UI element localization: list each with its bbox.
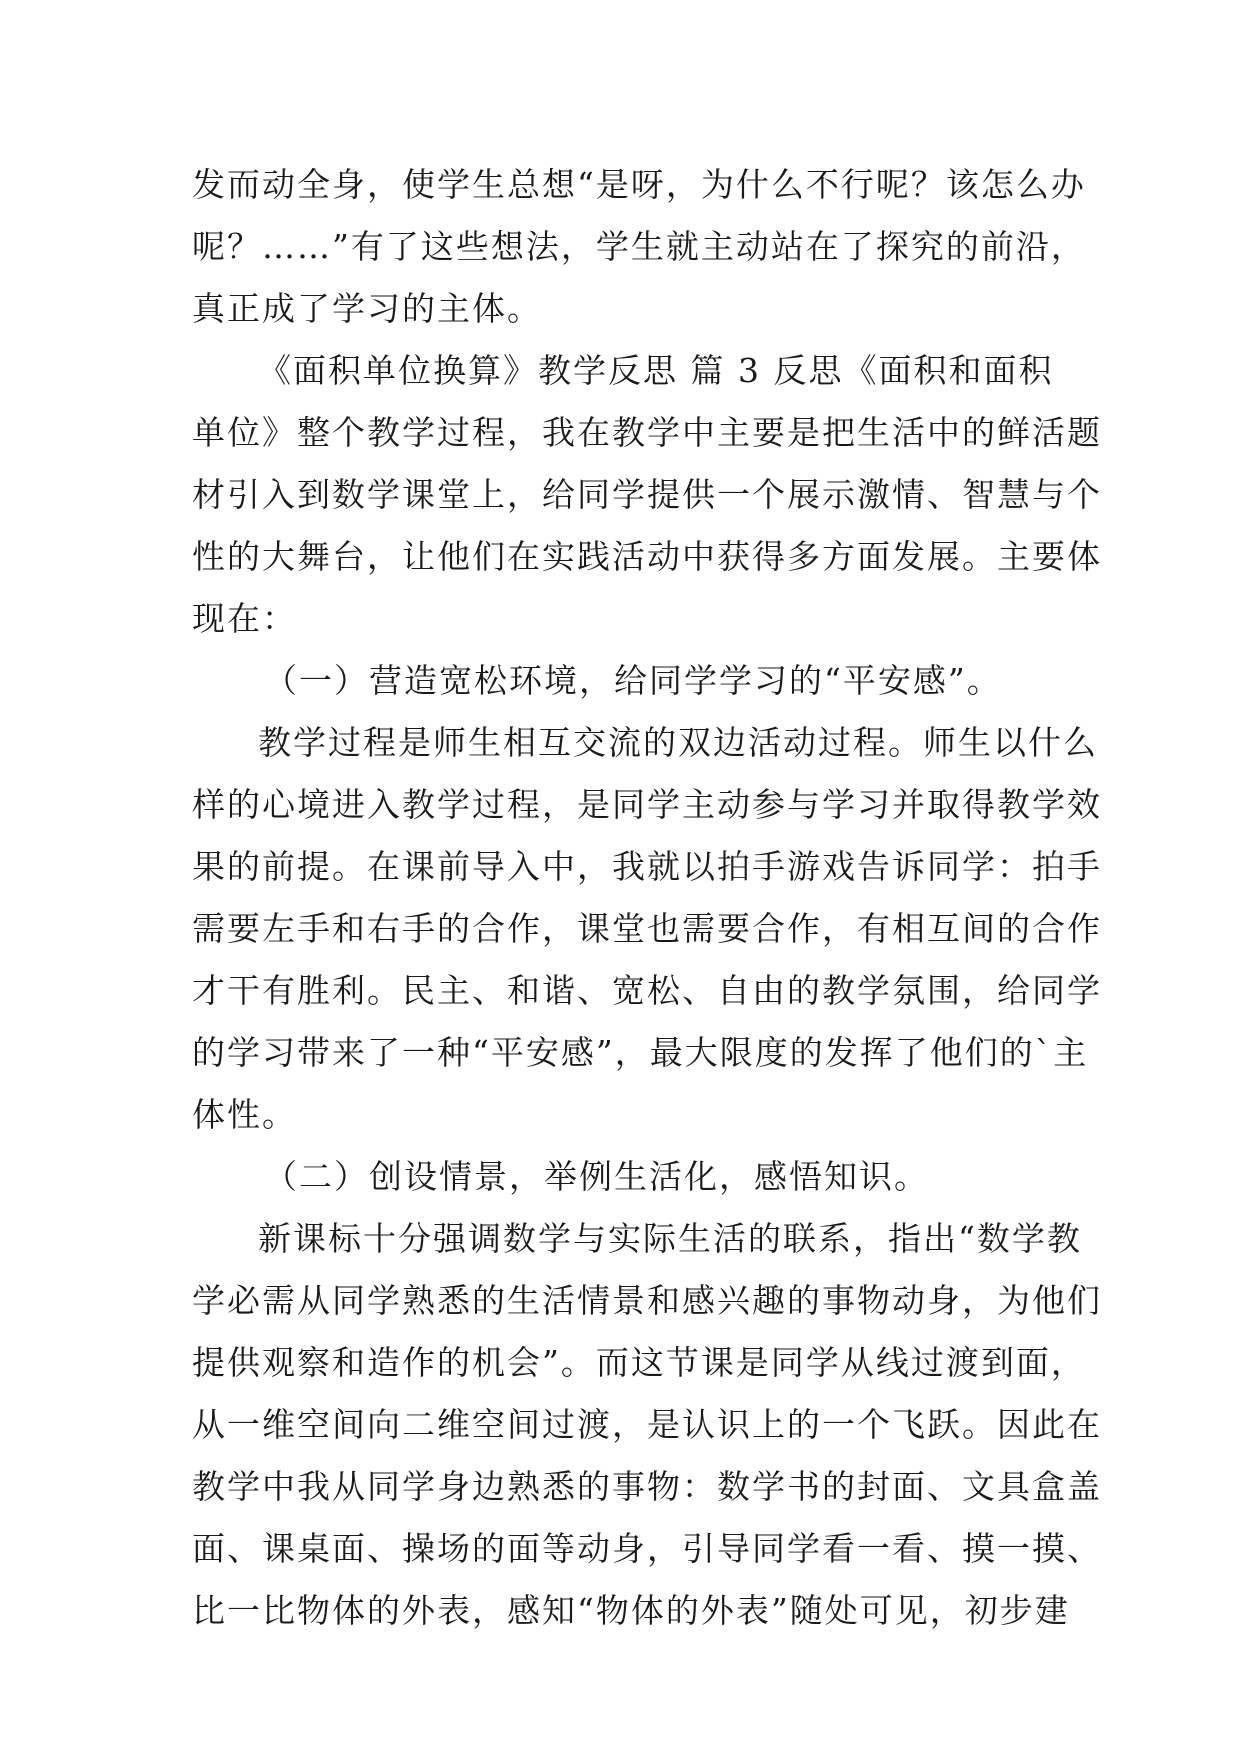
subheading-line: （二）创设情景，举例生活化，感悟知识。 <box>264 1157 929 1196</box>
text-line: 比一比物体的外表，感知“物体的外表”随处可见，初步建 <box>192 1591 1070 1630</box>
text-line: 发而动全身，使学生总想“是呀，为什么不行呢？该怎么办 <box>192 165 1086 204</box>
subheading-line: （一）营造宽松环境，给同学学习的“平安感”。 <box>264 661 1002 700</box>
text-line: 材引入到数学课堂上，给同学提供一个展示激情、智慧与个 <box>192 475 1102 514</box>
document-body <box>192 154 1102 1642</box>
text-line: 体性。 <box>192 1095 297 1134</box>
text-line: 面、课桌面、操场的面等动身，引导同学看一看、摸一摸、 <box>192 1529 1102 1568</box>
text-line: 果的前提。在课前导入中，我就以拍手游戏告诉同学：拍手 <box>192 847 1102 886</box>
text-line: 样的心境进入教学过程，是同学主动参与学习并取得教学效 <box>192 785 1102 824</box>
text-line: 的学习带来了一种“平安感”，最大限度的发挥了他们的`主 <box>192 1033 1089 1072</box>
text-line: 需要左手和右手的合作，课堂也需要合作，有相互间的合作 <box>192 909 1102 948</box>
text-line: 从一维空间向二维空间过渡，是认识上的一个飞跃。因此在 <box>192 1405 1102 1444</box>
text-line: 呢？……”有了这些想法，学生就主动站在了探究的前沿， <box>192 227 1086 266</box>
section-heading-line: 《面积单位换算》教学反思 篇 3 反思《面积和面积 <box>258 351 1054 390</box>
text-line: 真正成了学习的主体。 <box>192 289 542 328</box>
text-line: 性的大舞台，让他们在实践活动中获得多方面发展。主要体 <box>192 537 1102 576</box>
text-line: 教学过程是师生相互交流的双边活动过程。师生以什么 <box>258 723 1098 762</box>
text-line: 提供观察和造作的机会”。而这节课是同学从线过渡到面， <box>192 1343 1086 1382</box>
text-line: 学必需从同学熟悉的生活情景和感兴趣的事物动身，为他们 <box>192 1281 1102 1320</box>
text-line: 教学中我从同学身边熟悉的事物：数学书的封面、文具盒盖 <box>192 1467 1102 1506</box>
text-line: 单位》整个教学过程，我在教学中主要是把生活中的鲜活题 <box>192 413 1102 452</box>
text-line: 现在： <box>192 599 297 638</box>
text-line: 才干有胜利。民主、和谐、宽松、自由的教学氛围，给同学 <box>192 971 1102 1010</box>
text-line: 新课标十分强调数学与实际生活的联系，指出“数学教 <box>258 1219 1082 1258</box>
